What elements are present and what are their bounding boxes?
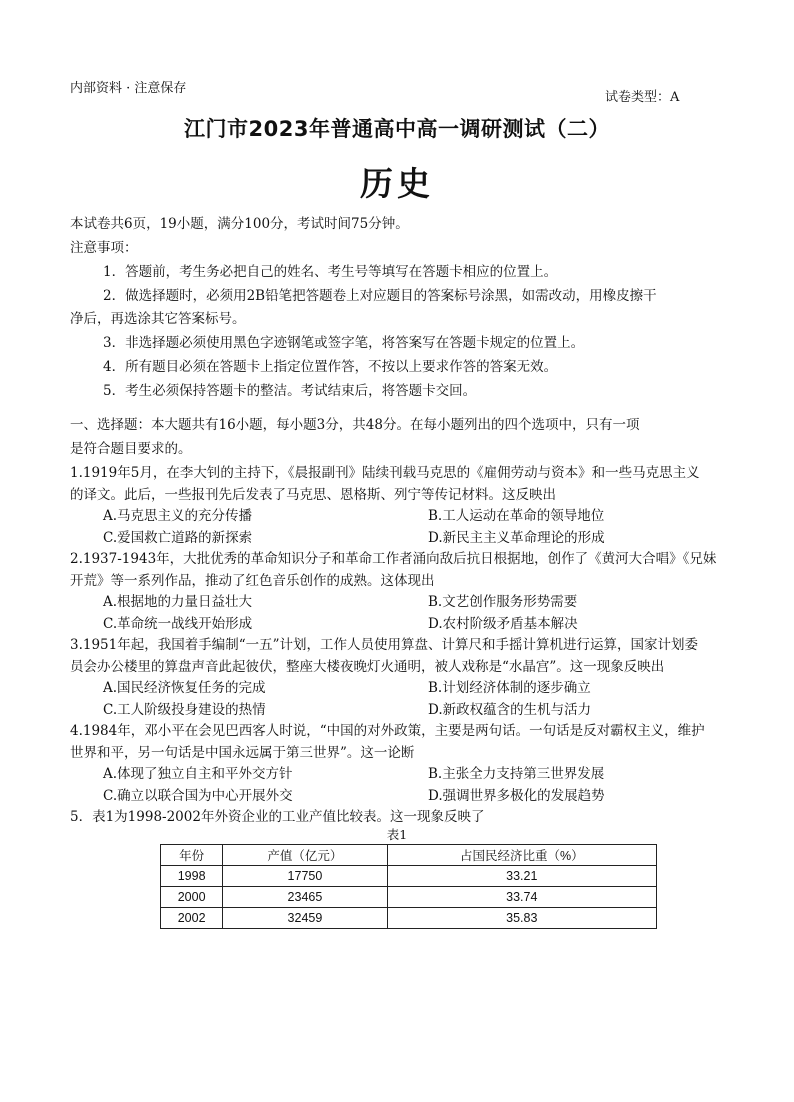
question-1-option-c: C.爱国救亡道路的新探索 (103, 530, 253, 546)
question-1-stem: 1.1919年5月，在李大钊的主持下，《晨报副刊》陆续刊载马克思的《雇佣劳动与资本》和一些马克思主义 (70, 465, 700, 481)
question-3-stem: 3.1951年起，我国着手编制“一五”计划，工作人员使用算盘、计算尺和手摇计算机进行运算，国家计划委 (70, 637, 699, 653)
question-4-option-d: D.强调世界多极化的发展趋势 (428, 788, 605, 804)
table-cell: 33.74 (387, 887, 656, 908)
table-caption: 表1 (386, 827, 408, 842)
table-cell: 2002 (161, 908, 223, 929)
question-3-stem: 员会办公楼里的算盘声音此起彼伏，整座大楼夜晚灯火通明，被人戏称是“水晶宫”。这一现象反映出 (70, 659, 665, 675)
question-4-option-a: A.体现了独立自主和平外交方针 (103, 766, 293, 782)
question-1-option-b: B.工人运动在革命的领导地位 (428, 508, 605, 524)
section-heading-continued: 是符合题目要求的。 (70, 441, 192, 457)
note-item: 1．答题前，考生务必把自己的姓名、考生号等填写在答题卡相应的位置上。 (103, 264, 558, 280)
confidential-label: 内部资料 · 注意保存 (70, 81, 187, 96)
note-item: 4．所有题目必须在答题卡上指定位置作答，不按以上要求作答的答案无效。 (103, 359, 558, 375)
table-header-cell: 年份 (161, 845, 223, 866)
question-3-option-b: B.计划经济体制的逐步确立 (428, 680, 591, 696)
note-item: 5．考生必须保持答题卡的整洁。考试结束后，将答题卡交回。 (103, 383, 477, 399)
table-header-cell: 占国民经济比重（%） (387, 845, 656, 866)
table-cell: 1998 (161, 866, 223, 887)
question-4-stem: 4.1984年，邓小平在会见巴西客人时说，“中国的对外政策，主要是两句话。一句话是反对霸权主义，维护 (70, 723, 705, 739)
question-2-option-b: B.文艺创作服务形势需要 (428, 594, 578, 610)
question-2-stem: 开荒》等一系列作品，推动了红色音乐创作的成熟。这体现出 (70, 573, 435, 589)
table-row (161, 866, 657, 887)
question-2-option-a: A.根据地的力量日益壮大 (103, 594, 253, 610)
table-cell: 17750 (223, 866, 387, 887)
notes-label: 注意事项： (70, 240, 138, 256)
note-item: 2．做选择题时，必须用2B铅笔把答题卷上对应题目的答案标号涂黑，如需改动，用橡皮擦干 (103, 288, 657, 304)
question-4-stem: 世界和平，另一句话是中国永远属于第三世界”。这一论断 (70, 745, 415, 761)
question-2-stem: 2.1937-1943年，大批优秀的革命知识分子和革命工作者涌向敌后抗日根据地，创作了《黄河大合唱》《兄妹 (70, 551, 717, 567)
paper-type-label: 试卷类型：A (605, 90, 680, 105)
question-2-option-c: C.革命统一战线开始形成 (103, 616, 253, 632)
table-cell: 2000 (161, 887, 223, 908)
table-row (161, 887, 657, 908)
table-cell: 33.21 (387, 866, 656, 887)
question-3-option-c: C.工人阶级投身建设的热情 (103, 702, 266, 718)
subject-title: 历史 (360, 164, 434, 203)
table-header-cell: 产值（亿元） (223, 845, 387, 866)
question-2-option-d: D.农村阶级矛盾基本解决 (428, 616, 578, 632)
exam-title: 江门市2023年普通高中高一调研测试（二） (184, 117, 610, 141)
table-row (161, 908, 657, 929)
question-3-option-a: A.国民经济恢复任务的完成 (103, 680, 266, 696)
table-cell: 23465 (223, 887, 387, 908)
question-1-stem: 的译文。此后，一些报刊先后发表了马克思、恩格斯、列宁等传记材料。这反映出 (70, 487, 556, 503)
question-4-option-b: B.主张全力支持第三世界发展 (428, 766, 605, 782)
table-header-row (161, 845, 657, 866)
question-3-option-d: D.新政权蕴含的生机与活力 (428, 702, 592, 718)
note-item: 3．非选择题必须使用黑色字迹钢笔或签字笔，将答案写在答题卡规定的位置上。 (103, 335, 585, 351)
table-cell: 35.83 (387, 908, 656, 929)
note-item-continued: 净后，再选涂其它答案标号。 (70, 311, 246, 327)
question-5-stem: 5．表1为1998-2002年外资企业的工业产值比较表。这一现象反映了 (70, 809, 485, 825)
question-1-option-d: D.新民主主义革命理论的形成 (428, 530, 605, 546)
section-heading: 一、选择题：本大题共有16小题，每小题3分，共48分。在每小题列出的四个选项中，只有一项 (70, 417, 640, 433)
exam-summary: 本试卷共6页，19小题，满分100分，考试时间75分钟。 (70, 216, 409, 232)
output-value-table (160, 844, 657, 929)
table-cell: 32459 (223, 908, 387, 929)
question-4-option-c: C.确立以联合国为中心开展外交 (103, 788, 293, 804)
question-1-option-a: A.马克思主义的充分传播 (103, 508, 253, 524)
